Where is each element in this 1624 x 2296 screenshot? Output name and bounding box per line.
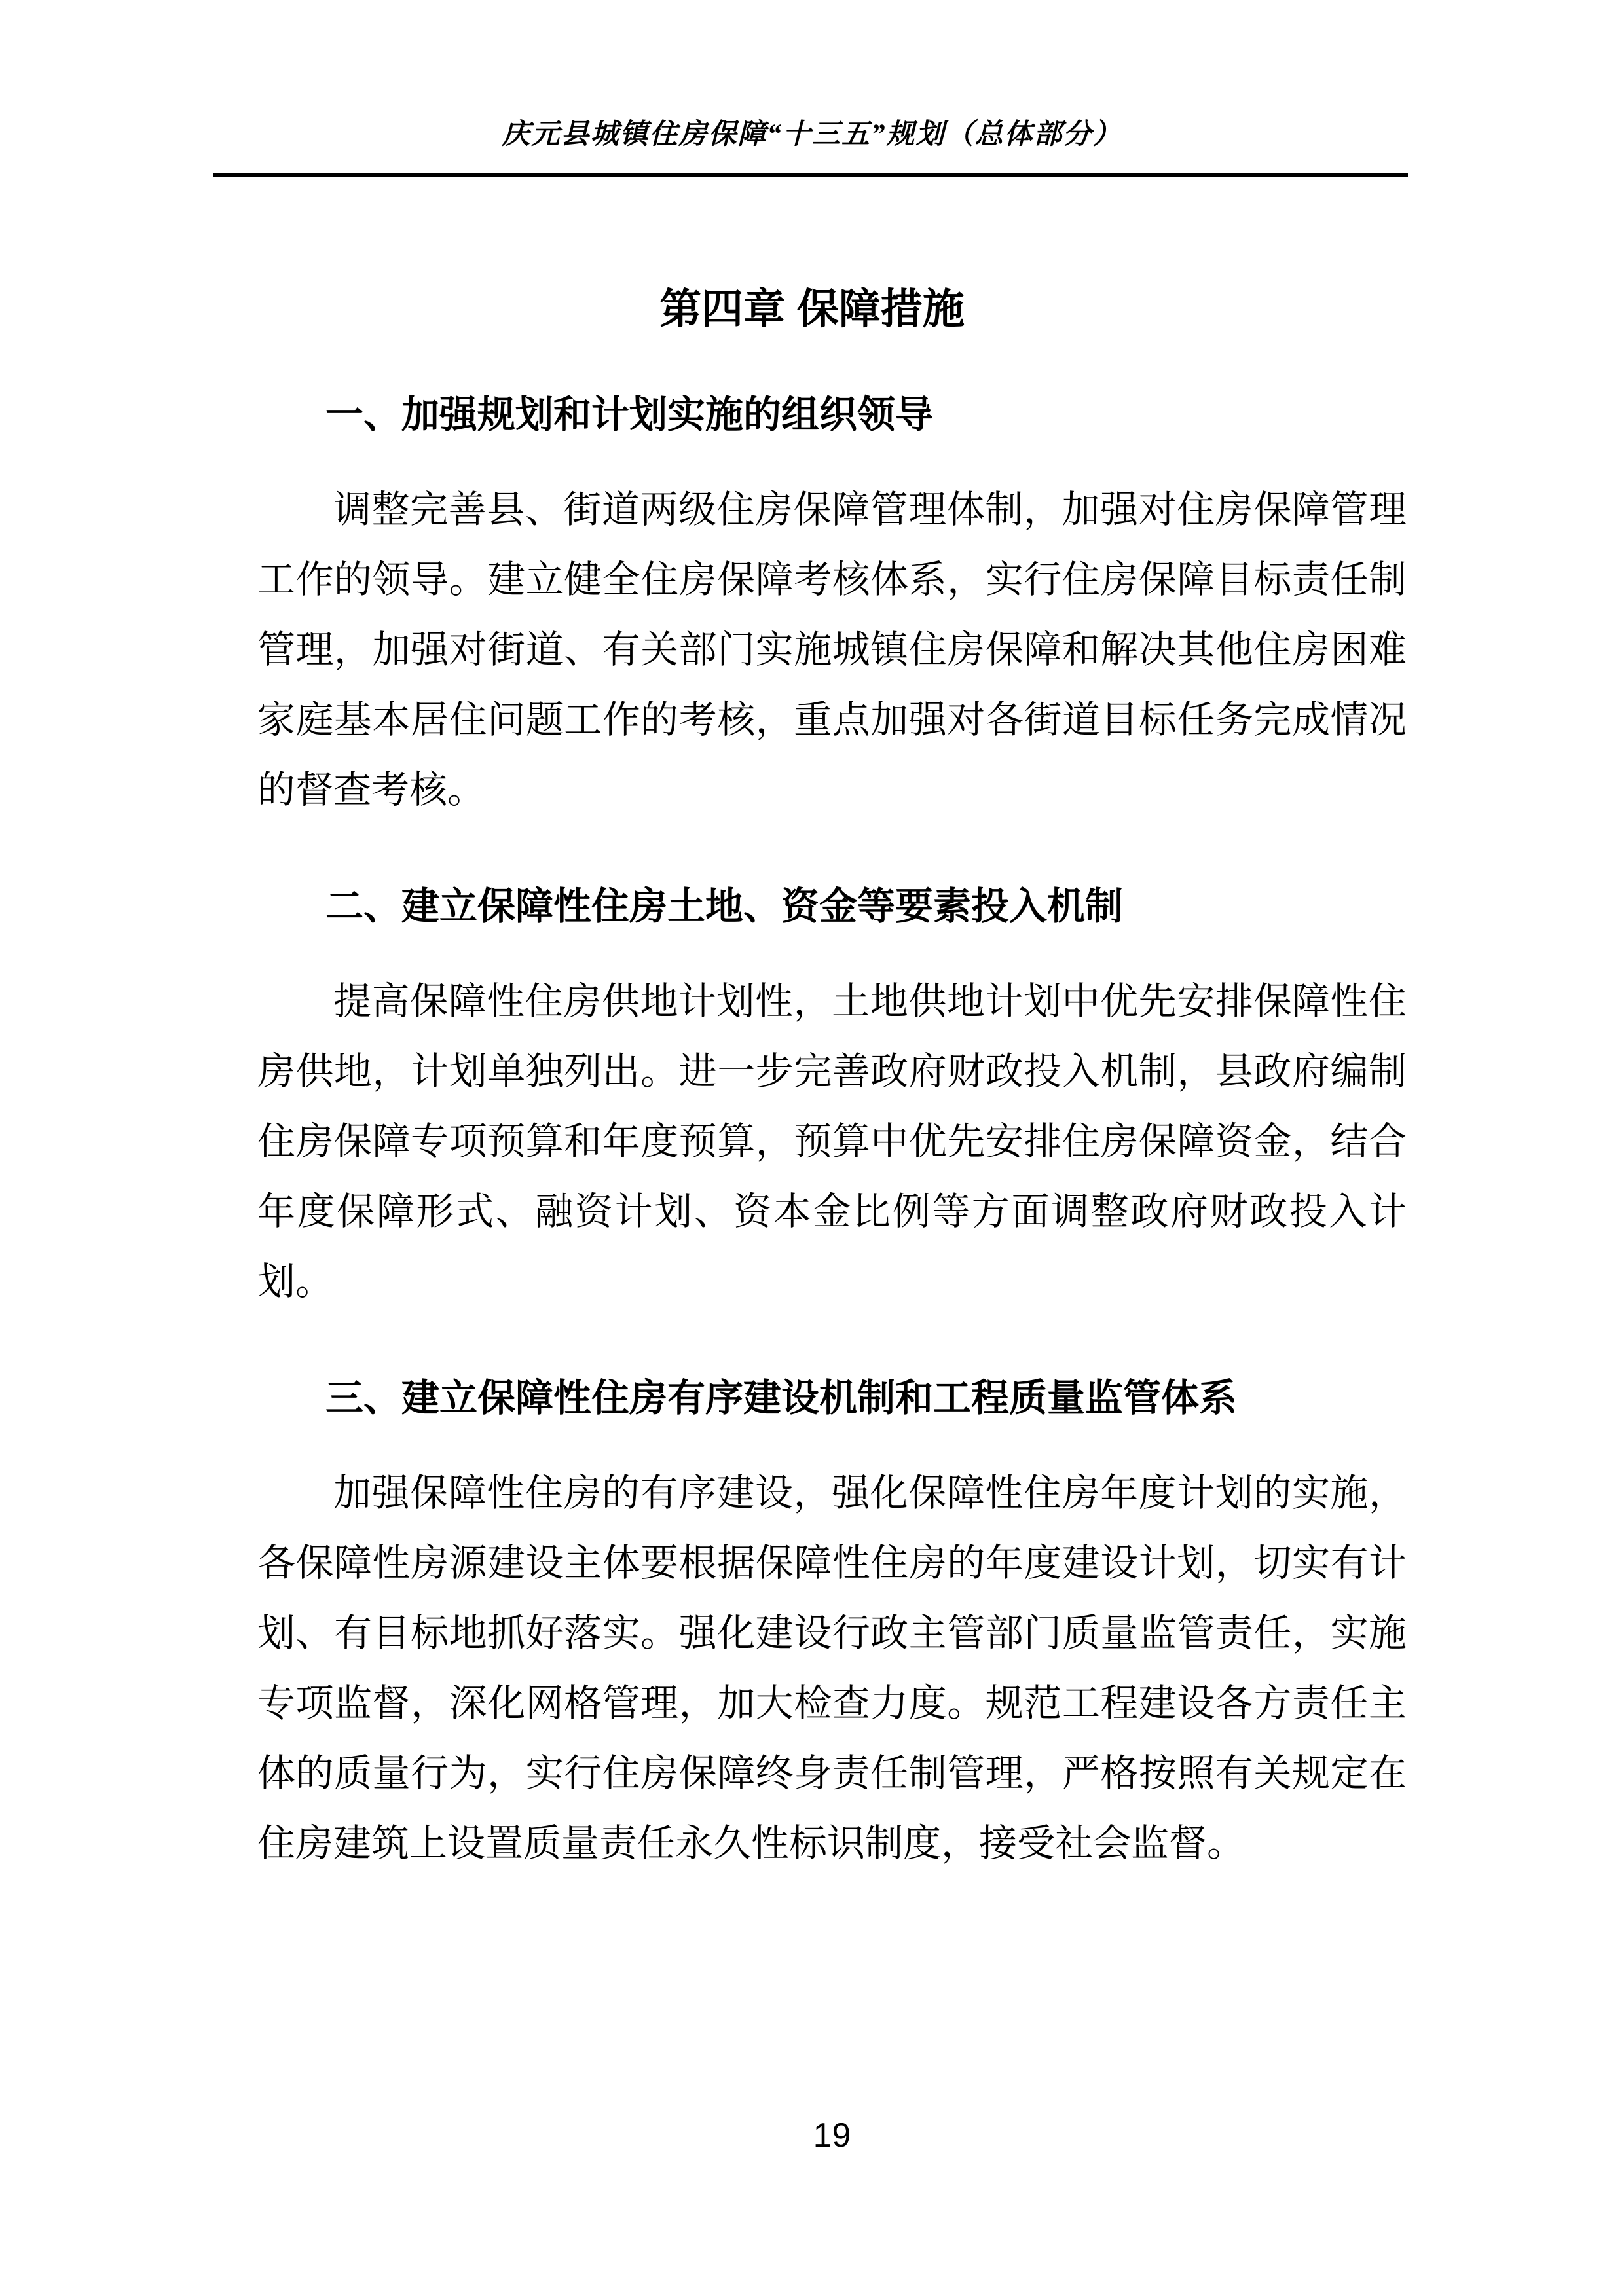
section-1-heading: 一、加强规划和计划实施的组织领导: [325, 393, 934, 436]
section-1-paragraph: 调整完善县、街道两级住房保障管理体制，加强对住房保障管理工作的领导。建立健全住房保障考核体系，实行住房保障目标责任制管理，加强对街道、有关部门实施城镇住房保障和解决其他住房困难家庭基本居住问题工作的考核，重点加强对各街道目标任务完成情况的督查考核。: [257, 488, 1407, 811]
section-2-heading: 二、建立保障性住房土地、资金等要素投入机制: [325, 885, 1124, 928]
page-number: 19: [813, 2117, 851, 2155]
section-3-paragraph: 加强保障性住房的有序建设，强化保障性住房年度计划的实施，各保障性房源建设主体要根据保障性住房的年度建设计划，切实有计划、有目标地抓好落实。强化建设行政主管部门质量监管责任，实施专项监督，深化网格管理，加大检查力度。规范工程建设各方责任主体的质量行为，实行住房保障终身责任制管理，严格按照有关规定在住房建筑上设置质量责任永久性标识制度，接受社会监督。: [257, 1472, 1407, 1865]
document-body: [257, 391, 1407, 1878]
section-2-paragraph: 提高保障性住房供地计划性，土地供地计划中优先安排保障性住房供地，计划单独列出。进一步完善政府财政投入机制，县政府编制住房保障专项预算和年度预算，预算中优先安排住房保障资金，结合年度保障形式、融资计划、资本金比例等方面调整政府财政投入计划。: [257, 980, 1407, 1303]
chapter-title: 第四章 保障措施: [659, 285, 965, 333]
section-3-heading: 三、建立保障性住房有序建设机制和工程质量监管体系: [325, 1377, 1238, 1419]
header-rule: [213, 173, 1408, 177]
page-header-title: 庆元县城镇住房保障“十三五”规划（总体部分）: [502, 119, 1122, 150]
